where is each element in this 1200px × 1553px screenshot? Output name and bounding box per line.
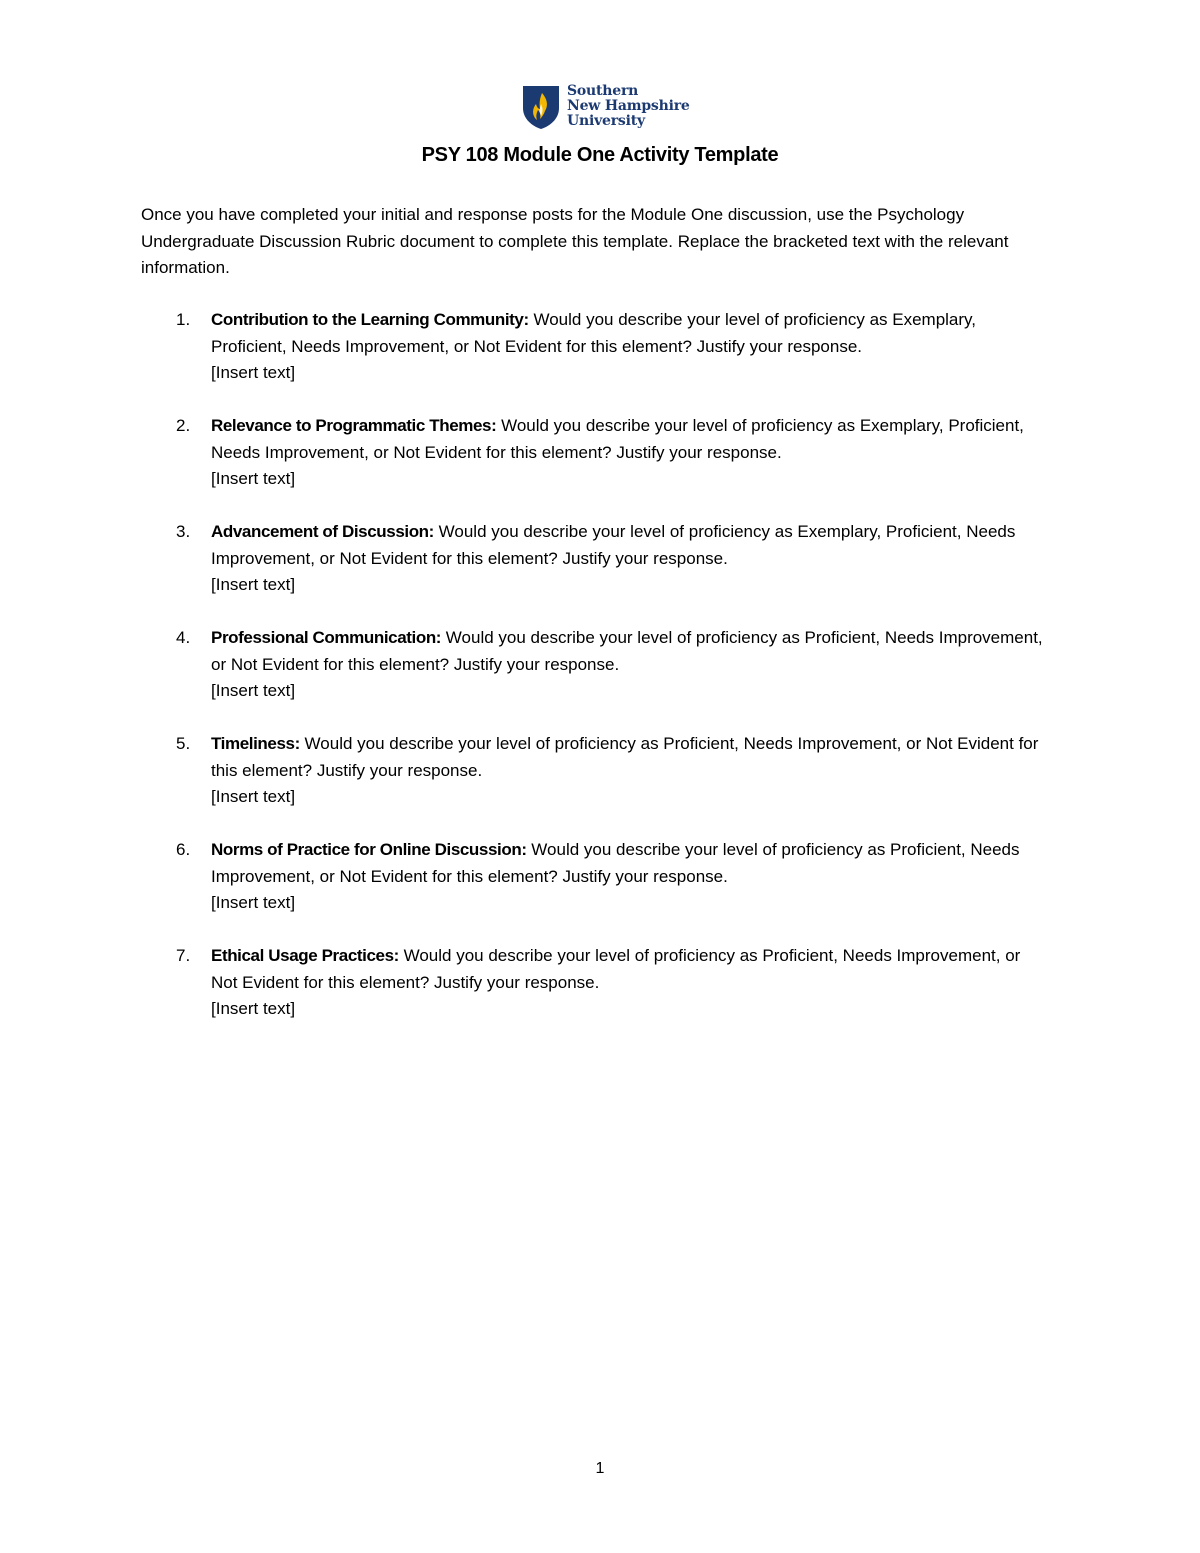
insert-text-placeholder[interactable]: [Insert text] — [211, 469, 296, 488]
question-list — [0, 307, 1200, 1049]
item-label: Timeliness: — [211, 734, 300, 753]
item-label: Advancement of Discussion: — [211, 522, 434, 541]
question-item-5 — [0, 731, 1051, 811]
flame-shield-icon — [521, 84, 561, 130]
item-question: Would you describe your level of proficiency as Proficient, Needs Improvement, or Not Evident for this element? Justify your response. — [211, 840, 1020, 886]
logo-line-2: New Hampshire — [567, 98, 690, 114]
item-label: Relevance to Programmatic Themes: — [211, 416, 497, 435]
insert-text-placeholder[interactable]: [Insert text] — [211, 893, 296, 912]
question-item-1 — [0, 307, 1051, 387]
item-question: Would you describe your level of proficiency as Exemplary, Proficient, Needs Improvement, or Not Evident for this element? Justify your response. — [211, 310, 977, 356]
question-item-7 — [0, 943, 1051, 1023]
item-number: 5. — [176, 734, 191, 753]
question-item-3 — [0, 519, 1051, 599]
insert-text-placeholder[interactable]: [Insert text] — [211, 681, 296, 700]
item-label: Norms of Practice for Online Discussion: — [211, 840, 527, 859]
logo-wordmark — [567, 84, 690, 129]
item-number: 2. — [176, 416, 191, 435]
university-logo — [521, 84, 690, 130]
item-question: Would you describe your level of proficiency as Exemplary, Proficient, Needs Improvement, or Not Evident for this element? Justify your response. — [211, 522, 1016, 568]
item-number: 3. — [176, 522, 191, 541]
item-question: Would you describe your level of proficiency as Exemplary, Proficient, Needs Improvement, or Not Evident for this element? Justify your response. — [211, 416, 1024, 462]
item-number: 4. — [176, 628, 191, 647]
page-number: 1 — [595, 1460, 605, 1477]
logo-line-3: University — [567, 113, 645, 129]
item-label: Professional Communication: — [211, 628, 442, 647]
item-label: Contribution to the Learning Community: — [211, 310, 529, 329]
item-question: Would you describe your level of proficiency as Proficient, Needs Improvement, or Not Evident for this element? Justify your response. — [211, 946, 1021, 992]
question-item-6 — [0, 837, 1051, 917]
logo-line-1: Southern — [567, 83, 639, 99]
insert-text-placeholder[interactable]: [Insert text] — [211, 363, 296, 382]
question-item-4 — [0, 625, 1051, 705]
question-item-2 — [0, 413, 1051, 493]
item-question: Would you describe your level of proficiency as Proficient, Needs Improvement, or Not Evident for this element? Justify your response. — [211, 628, 1043, 674]
item-question: Would you describe your level of proficiency as Proficient, Needs Improvement, or Not Evident for this element? Justify your response. — [211, 734, 1039, 780]
insert-text-placeholder[interactable]: [Insert text] — [211, 787, 296, 806]
item-label: Ethical Usage Practices: — [211, 946, 399, 965]
item-number: 7. — [176, 946, 191, 965]
item-number: 1. — [176, 310, 191, 329]
page-title: PSY 108 Module One Activity Template — [421, 144, 779, 166]
insert-text-placeholder[interactable]: [Insert text] — [211, 999, 296, 1018]
insert-text-placeholder[interactable]: [Insert text] — [211, 575, 296, 594]
item-number: 6. — [176, 840, 191, 859]
intro-paragraph: Once you have completed your initial and response posts for the Module One discussion, use the Psychology Undergraduate Discussion Rubric document to complete this template. Replace the bracketed text with the relevant information. — [141, 205, 1009, 277]
